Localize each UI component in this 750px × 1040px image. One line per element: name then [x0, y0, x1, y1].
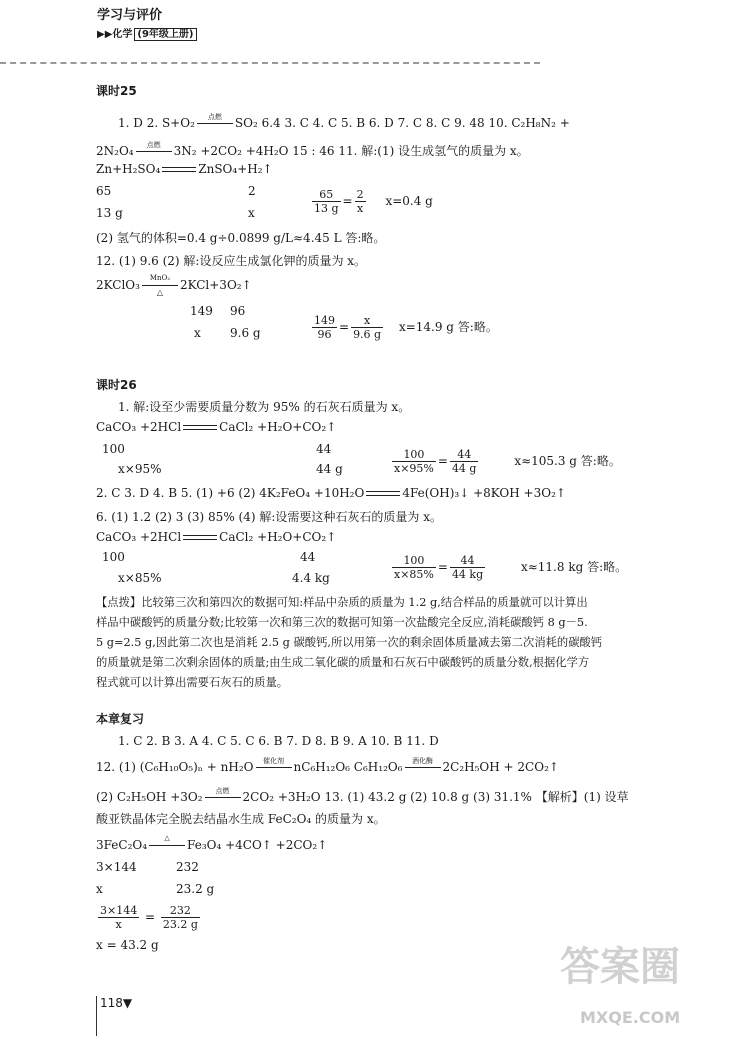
ratio-cell: x	[248, 206, 255, 220]
review-line-4: 酸亚铁晶体完全脱去结晶水生成 FeC₂O₄ 的质量为 x。	[96, 812, 386, 826]
s25-line-5: 12. (1) 9.6 (2) 解:设反应生成氯化钾的质量为 x。	[96, 254, 367, 268]
watermark-logo: 答案圈	[560, 944, 680, 990]
reaction-arrow: 酒化酶	[405, 767, 441, 768]
s25-line-1: 1. D 2. S+O₂ 点燃 SO₂ 6.4 3. C 4. C 5. B 6. D 7. C 8. C 9. 48 10. C₂H₈N₂ +	[118, 113, 570, 130]
review-line-3: (2) C₂H₅OH +3O₂ 点燃 2CO₂ +3H₂O 13. (1) 43.2 g (2) 10.8 g (3) 31.1% 【解析】(1) 设草	[96, 787, 629, 804]
ratio-cell: x×95%	[118, 462, 162, 476]
hint-line-4: 的质量就是第二次剩余固体的质量;由生成二氧化碳的质量和石灰石中碳酸钙的质量分数,根据化学方	[96, 656, 590, 669]
s26-equation-2: CaCO₃ +2HCl CaCl₂ +H₂O+CO₂↑	[96, 530, 337, 544]
s25-proportion-2: $\frac{149}{96}$ = $\frac{x}{9.6 g}$ x=14.9 g 答:略。	[314, 314, 498, 341]
reaction-arrow: 点燃	[205, 797, 241, 798]
s25-equation-1: Zn+H₂SO₄ ZnSO₄+H₂↑	[96, 162, 273, 176]
reaction-arrow: 催化剂	[256, 767, 292, 768]
s26-line-4: 6. (1) 1.2 (2) 3 (3) 85% (4) 解:设需要这种石灰石的质量为 x。	[96, 510, 442, 524]
s25-equation-2: 2KClO₃ MnO₂ △ 2KCl+3O₂↑	[96, 274, 252, 297]
s25-line-4: (2) 氢气的体积=0.4 g÷0.0899 g/L≈4.45 L 答:略。	[96, 231, 386, 245]
hint-line-5: 程式就可以计算出需要石灰石的质量。	[96, 676, 289, 689]
ratio-cell: x	[194, 326, 201, 340]
equals-sign	[366, 491, 400, 496]
s26-line-1: 1. 解:设至少需要质量分数为 95% 的石灰石质量为 x。	[118, 400, 411, 414]
equals-sign	[183, 425, 217, 430]
reaction-arrow: 点燃	[197, 123, 233, 124]
subject-label: 化学	[112, 29, 133, 40]
section-title-review: 本章复习	[96, 712, 145, 726]
ratio-cell: 9.6 g	[230, 326, 261, 340]
ratio-cell: 4.4 kg	[292, 571, 330, 585]
ratio-cell: 44	[300, 550, 316, 564]
review-answer: x = 43.2 g	[96, 938, 159, 952]
review-proportion: $\frac{3\times 144}{x}$ = $\frac{232}{23.2 g}$	[100, 904, 198, 931]
ratio-cell: 100	[102, 550, 125, 564]
watermark-url: MXQE.COM	[580, 1008, 681, 1027]
ratio-cell: 100	[102, 442, 125, 456]
review-equation: 3FeC₂O₄ △ Fe₃O₄ +4CO↑ +2CO₂↑	[96, 834, 328, 852]
ratio-cell: 44 g	[316, 462, 343, 476]
equals-sign	[183, 535, 217, 540]
s26-equation-1: CaCO₃ +2HCl CaCl₂ +H₂O+CO₂↑	[96, 420, 337, 434]
equals-sign	[162, 167, 196, 172]
reaction-arrow: MnO₂ △	[142, 285, 178, 286]
ratio-cell: 3×144	[96, 860, 137, 874]
book-title: 学习与评价	[97, 8, 163, 23]
triangle-icon: ▼	[122, 996, 133, 1010]
review-line-2: 12. (1) (C₆H₁₀O₅)ₙ + nH₂O 催化剂 nC₆H₁₂O₆ C₆H₁₂O₆ 酒化酶 2C₂H₅OH + 2CO₂↑	[96, 757, 559, 774]
page-header	[97, 4, 197, 40]
review-line-1: 1. C 2. B 3. A 4. C 5. C 6. B 7. D 8. B 9. A 10. B 11. D	[118, 734, 439, 748]
hint-line-1: 【点拨】比较第三次和第四次的数据可知:样品中杂质的质量为 1.2 g,结合样品的质量就可以计算出	[96, 596, 588, 609]
reaction-arrow: 点燃	[136, 151, 172, 152]
ratio-cell: 44	[316, 442, 332, 456]
margin-line	[96, 996, 97, 1036]
ratio-cell: 232	[176, 860, 199, 874]
s26-proportion-2: $\frac{100}{x\times 85\%}$ = $\frac{44}{44 kg}$ x≈11.8 kg 答:略。	[394, 554, 628, 581]
ratio-cell: x×85%	[118, 571, 162, 585]
ratio-cell: 23.2 g	[176, 882, 215, 896]
section-title-26: 课时26	[96, 378, 137, 392]
header-divider	[0, 62, 540, 64]
grade-label: (9年级上册)	[134, 28, 196, 41]
s26-line-3: 2. C 3. D 4. B 5. (1) +6 (2) 4K₂FeO₄ +10H₂O 4Fe(OH)₃↓ +8KOH +3O₂↑	[96, 486, 566, 500]
reaction-arrow: △	[149, 845, 185, 846]
hint-line-2: 样品中碳酸钙的质量分数;比较第一次和第三次的数据可知第一次盐酸完全反应,消耗碳酸钙 8 g－5.	[96, 616, 588, 629]
s26-proportion-1: $\frac{100}{x\times 95\%}$ = $\frac{44}{44 g}$ x≈105.3 g 答:略。	[394, 448, 621, 475]
section-title-25: 课时25	[96, 84, 137, 98]
page-number: 118▼	[100, 996, 133, 1010]
ratio-cell: 96	[230, 304, 246, 318]
s25-line-2: 2N₂O₄ 点燃 3N₂ +2CO₂ +4H₂O 15 : 46 11. 解:(1) 设生成氢气的质量为 x。	[96, 141, 529, 158]
ratio-cell: 13 g	[96, 206, 123, 220]
s25-proportion-1: $\frac{65}{13 g}$ = $\frac{2}{x}$ x=0.4 g	[314, 188, 433, 215]
ratio-cell: 149	[190, 304, 213, 318]
hint-line-3: 5 g=2.5 g,因此第二次也是消耗 2.5 g 碳酸钙,所以用第一次的剩余固体质量减去第二次消耗的碳酸钙	[96, 636, 603, 649]
book-subtitle	[97, 25, 197, 40]
ratio-cell: x	[96, 882, 103, 896]
ratio-cell: 2	[248, 184, 256, 198]
ratio-cell: 65	[96, 184, 112, 198]
play-icon: ▶▶	[97, 29, 113, 40]
